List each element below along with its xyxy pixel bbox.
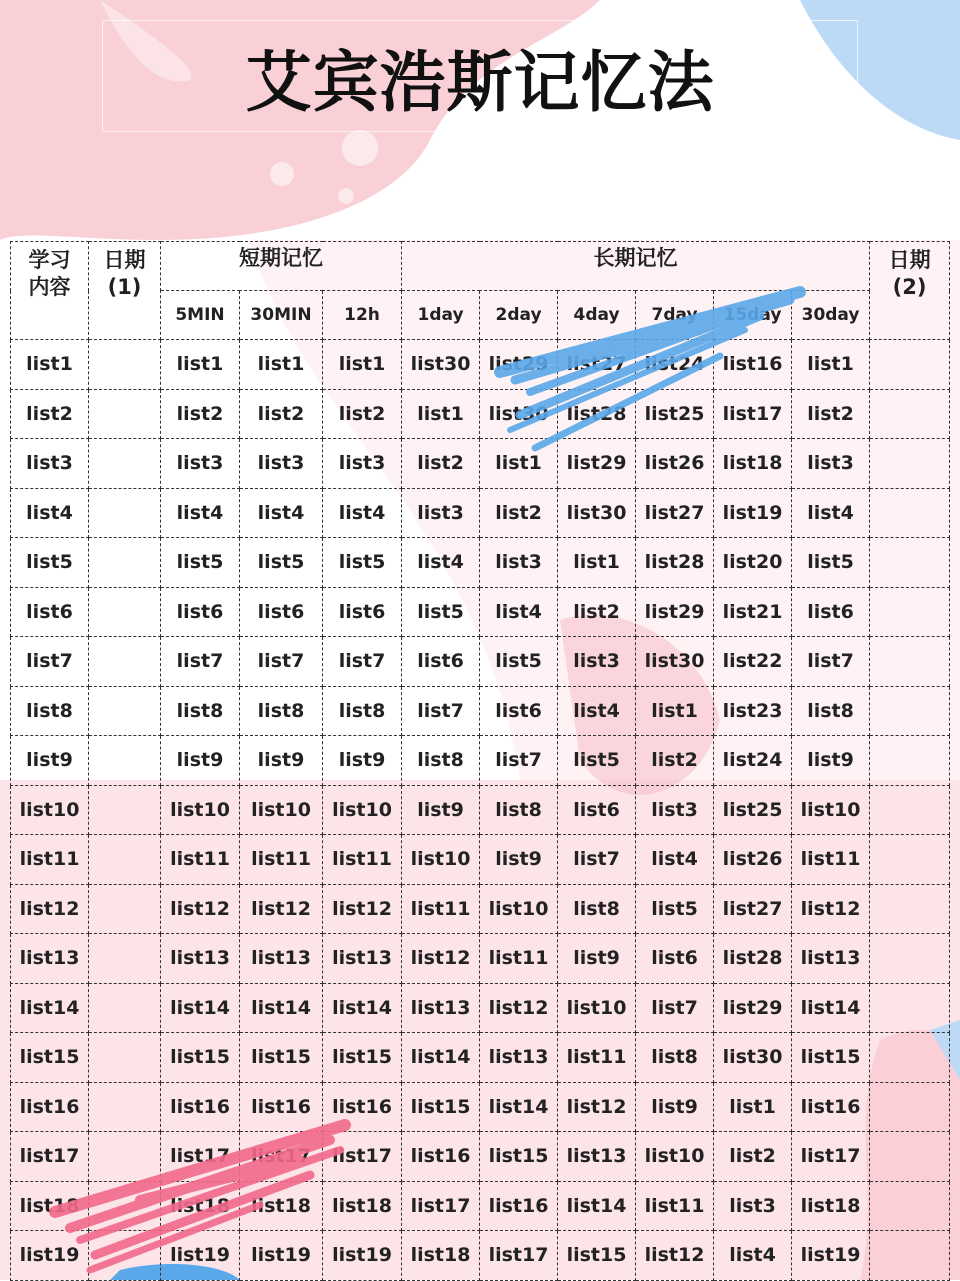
long-term-cell: list7: [636, 983, 714, 1033]
long-term-cell: list15: [792, 1033, 870, 1083]
short-term-cell: list9: [161, 736, 240, 786]
long-term-cell: list22: [714, 637, 792, 687]
short-term-cell: list10: [323, 785, 402, 835]
study-content-cell: list10: [11, 785, 89, 835]
long-term-cell: list5: [558, 736, 636, 786]
long-term-cell: list5: [636, 884, 714, 934]
long-term-cell: list8: [558, 884, 636, 934]
long-term-cell: list7: [480, 736, 558, 786]
table-body: [11, 340, 950, 1281]
table-row: [11, 686, 950, 736]
short-term-cell: list1: [161, 340, 240, 390]
title-frame: [102, 20, 858, 132]
header-interval: 1day: [402, 291, 480, 340]
short-term-cell: list18: [323, 1181, 402, 1231]
table-row: [11, 1231, 950, 1281]
header-interval: 7day: [636, 291, 714, 340]
long-term-cell: list9: [558, 934, 636, 984]
date-2-cell: [870, 389, 950, 439]
table-row: [11, 488, 950, 538]
table-row: [11, 439, 950, 489]
long-term-cell: list1: [714, 1082, 792, 1132]
date-1-cell: [89, 587, 161, 637]
date-2-cell: [870, 587, 950, 637]
short-term-cell: list2: [161, 389, 240, 439]
long-term-cell: list10: [402, 835, 480, 885]
table-row: [11, 587, 950, 637]
long-term-cell: list17: [792, 1132, 870, 1182]
short-term-cell: list1: [323, 340, 402, 390]
long-term-cell: list5: [480, 637, 558, 687]
study-content-cell: list8: [11, 686, 89, 736]
long-term-cell: list2: [636, 736, 714, 786]
long-term-cell: list12: [636, 1231, 714, 1281]
long-term-cell: list29: [480, 340, 558, 390]
date-1-cell: [89, 835, 161, 885]
study-content-cell: list3: [11, 439, 89, 489]
short-term-cell: list5: [161, 538, 240, 588]
header-date-1: 日期 (1): [89, 242, 161, 340]
header-long-term: 长期记忆: [402, 242, 870, 291]
short-term-cell: list3: [161, 439, 240, 489]
short-term-cell: list7: [240, 637, 323, 687]
short-term-cell: list4: [323, 488, 402, 538]
long-term-cell: list30: [636, 637, 714, 687]
header-interval: 12h: [323, 291, 402, 340]
long-term-cell: list4: [402, 538, 480, 588]
long-term-cell: list12: [402, 934, 480, 984]
long-term-cell: list18: [402, 1231, 480, 1281]
table-row: [11, 835, 950, 885]
long-term-cell: list30: [480, 389, 558, 439]
study-content-cell: list15: [11, 1033, 89, 1083]
long-term-cell: list30: [402, 340, 480, 390]
long-term-cell: list9: [636, 1082, 714, 1132]
long-term-cell: list19: [792, 1231, 870, 1281]
table-row: [11, 389, 950, 439]
short-term-cell: list14: [161, 983, 240, 1033]
date-2-cell: [870, 538, 950, 588]
long-term-cell: list4: [480, 587, 558, 637]
date-1-cell: [89, 1181, 161, 1231]
long-term-cell: list28: [558, 389, 636, 439]
study-content-cell: list2: [11, 389, 89, 439]
long-term-cell: list4: [714, 1231, 792, 1281]
short-term-cell: list11: [240, 835, 323, 885]
table-row: [11, 934, 950, 984]
long-term-cell: list5: [402, 587, 480, 637]
table-row: [11, 1082, 950, 1132]
short-term-cell: list12: [161, 884, 240, 934]
short-term-cell: list4: [240, 488, 323, 538]
long-term-cell: list12: [558, 1082, 636, 1132]
long-term-cell: list1: [558, 538, 636, 588]
long-term-cell: list3: [558, 637, 636, 687]
table-row: [11, 884, 950, 934]
date-2-cell: [870, 686, 950, 736]
header-interval: 5MIN: [161, 291, 240, 340]
long-term-cell: list11: [792, 835, 870, 885]
short-term-cell: list15: [323, 1033, 402, 1083]
long-term-cell: list12: [792, 884, 870, 934]
long-term-cell: list14: [792, 983, 870, 1033]
short-term-cell: list13: [240, 934, 323, 984]
long-term-cell: list29: [558, 439, 636, 489]
study-content-cell: list16: [11, 1082, 89, 1132]
short-term-cell: list6: [240, 587, 323, 637]
short-term-cell: list17: [161, 1132, 240, 1182]
date-1-cell: [89, 439, 161, 489]
short-term-cell: list11: [323, 835, 402, 885]
short-term-cell: list16: [323, 1082, 402, 1132]
short-term-cell: list15: [161, 1033, 240, 1083]
long-term-cell: list15: [480, 1132, 558, 1182]
date-1-cell: [89, 389, 161, 439]
long-term-cell: list13: [480, 1033, 558, 1083]
table-row: [11, 1132, 950, 1182]
short-term-cell: list8: [161, 686, 240, 736]
header-interval: 2day: [480, 291, 558, 340]
long-term-cell: list17: [480, 1231, 558, 1281]
long-term-cell: list29: [636, 587, 714, 637]
long-term-cell: list10: [792, 785, 870, 835]
date-2-cell: [870, 340, 950, 390]
short-term-cell: list11: [161, 835, 240, 885]
long-term-cell: list1: [402, 389, 480, 439]
table-row: [11, 983, 950, 1033]
date-1-cell: [89, 884, 161, 934]
long-term-cell: list25: [636, 389, 714, 439]
date-1-cell: [89, 340, 161, 390]
short-term-cell: list10: [161, 785, 240, 835]
long-term-cell: list7: [792, 637, 870, 687]
study-content-cell: list7: [11, 637, 89, 687]
long-term-cell: list17: [402, 1181, 480, 1231]
short-term-cell: list12: [323, 884, 402, 934]
study-content-cell: list11: [11, 835, 89, 885]
long-term-cell: list26: [714, 835, 792, 885]
date-1-cell: [89, 637, 161, 687]
table-row: [11, 1033, 950, 1083]
short-term-cell: list7: [161, 637, 240, 687]
long-term-cell: list13: [558, 1132, 636, 1182]
long-term-cell: list9: [792, 736, 870, 786]
date-2-cell: [870, 1033, 950, 1083]
long-term-cell: list18: [792, 1181, 870, 1231]
table-row: [11, 340, 950, 390]
date-2-cell: [870, 439, 950, 489]
short-term-cell: list18: [240, 1181, 323, 1231]
study-content-cell: list13: [11, 934, 89, 984]
date-2-cell: [870, 785, 950, 835]
long-term-cell: list14: [402, 1033, 480, 1083]
date-1-cell: [89, 538, 161, 588]
long-term-cell: list6: [636, 934, 714, 984]
long-term-cell: list12: [480, 983, 558, 1033]
study-content-cell: list1: [11, 340, 89, 390]
long-term-cell: list1: [792, 340, 870, 390]
short-term-cell: list13: [323, 934, 402, 984]
long-term-cell: list29: [714, 983, 792, 1033]
long-term-cell: list2: [402, 439, 480, 489]
long-term-cell: list7: [558, 835, 636, 885]
short-term-cell: list6: [161, 587, 240, 637]
long-term-cell: list3: [402, 488, 480, 538]
short-term-cell: list3: [323, 439, 402, 489]
header-study-content: 学习 内容: [11, 242, 89, 340]
short-term-cell: list8: [240, 686, 323, 736]
date-2-cell: [870, 637, 950, 687]
long-term-cell: list8: [792, 686, 870, 736]
long-term-cell: list16: [792, 1082, 870, 1132]
long-term-cell: list9: [402, 785, 480, 835]
long-term-cell: list10: [558, 983, 636, 1033]
long-term-cell: list16: [402, 1132, 480, 1182]
long-term-cell: list13: [792, 934, 870, 984]
long-term-cell: list14: [558, 1181, 636, 1231]
long-term-cell: list2: [480, 488, 558, 538]
long-term-cell: list18: [714, 439, 792, 489]
long-term-cell: list11: [558, 1033, 636, 1083]
short-term-cell: list14: [240, 983, 323, 1033]
short-term-cell: list13: [161, 934, 240, 984]
table-row: [11, 637, 950, 687]
long-term-cell: list11: [402, 884, 480, 934]
date-2-cell: [870, 983, 950, 1033]
short-term-cell: list15: [240, 1033, 323, 1083]
long-term-cell: list8: [402, 736, 480, 786]
date-2-cell: [870, 1231, 950, 1281]
long-term-cell: list8: [480, 785, 558, 835]
long-term-cell: list10: [636, 1132, 714, 1182]
short-term-cell: list5: [240, 538, 323, 588]
long-term-cell: list1: [480, 439, 558, 489]
short-term-cell: list19: [323, 1231, 402, 1281]
date-1-cell: [89, 983, 161, 1033]
date-1-cell: [89, 488, 161, 538]
long-term-cell: list24: [714, 736, 792, 786]
short-term-cell: list8: [323, 686, 402, 736]
long-term-cell: list3: [636, 785, 714, 835]
long-term-cell: list17: [714, 389, 792, 439]
long-term-cell: list19: [714, 488, 792, 538]
long-term-cell: list27: [558, 340, 636, 390]
header-date-2: 日期 (2): [870, 242, 950, 340]
short-term-cell: list17: [240, 1132, 323, 1182]
long-term-cell: list24: [636, 340, 714, 390]
long-term-cell: list4: [792, 488, 870, 538]
long-term-cell: list2: [792, 389, 870, 439]
long-term-cell: list7: [402, 686, 480, 736]
long-term-cell: list1: [636, 686, 714, 736]
date-2-cell: [870, 934, 950, 984]
long-term-cell: list27: [636, 488, 714, 538]
long-term-cell: list15: [402, 1082, 480, 1132]
long-term-cell: list10: [480, 884, 558, 934]
long-term-cell: list26: [636, 439, 714, 489]
long-term-cell: list9: [480, 835, 558, 885]
date-2-cell: [870, 1082, 950, 1132]
short-term-cell: list2: [240, 389, 323, 439]
date-1-cell: [89, 736, 161, 786]
long-term-cell: list4: [558, 686, 636, 736]
date-1-cell: [89, 934, 161, 984]
long-term-cell: list20: [714, 538, 792, 588]
date-1-cell: [89, 1132, 161, 1182]
short-term-cell: list16: [161, 1082, 240, 1132]
long-term-cell: list3: [714, 1181, 792, 1231]
long-term-cell: list25: [714, 785, 792, 835]
short-term-cell: list19: [240, 1231, 323, 1281]
long-term-cell: list30: [558, 488, 636, 538]
long-term-cell: list3: [792, 439, 870, 489]
study-content-cell: list12: [11, 884, 89, 934]
date-1-cell: [89, 1231, 161, 1281]
long-term-cell: list23: [714, 686, 792, 736]
table-row: [11, 785, 950, 835]
short-term-cell: list1: [240, 340, 323, 390]
short-term-cell: list12: [240, 884, 323, 934]
header-interval: 30MIN: [240, 291, 323, 340]
long-term-cell: list6: [558, 785, 636, 835]
long-term-cell: list4: [636, 835, 714, 885]
header-short-term: 短期记忆: [161, 242, 402, 291]
long-term-cell: list28: [636, 538, 714, 588]
table-row: [11, 736, 950, 786]
long-term-cell: list13: [402, 983, 480, 1033]
short-term-cell: list2: [323, 389, 402, 439]
long-term-cell: list11: [636, 1181, 714, 1231]
long-term-cell: list2: [714, 1132, 792, 1182]
long-term-cell: list8: [636, 1033, 714, 1083]
date-1-cell: [89, 1033, 161, 1083]
date-2-cell: [870, 884, 950, 934]
long-term-cell: list6: [792, 587, 870, 637]
long-term-cell: list11: [480, 934, 558, 984]
long-term-cell: list30: [714, 1033, 792, 1083]
date-1-cell: [89, 785, 161, 835]
long-term-cell: list21: [714, 587, 792, 637]
study-content-cell: list18: [11, 1181, 89, 1231]
long-term-cell: list15: [558, 1231, 636, 1281]
date-2-cell: [870, 835, 950, 885]
date-1-cell: [89, 686, 161, 736]
study-content-cell: list5: [11, 538, 89, 588]
long-term-cell: list5: [792, 538, 870, 588]
header-interval: 30day: [792, 291, 870, 340]
study-content-cell: list14: [11, 983, 89, 1033]
date-2-cell: [870, 1132, 950, 1182]
study-content-cell: list6: [11, 587, 89, 637]
study-content-cell: list4: [11, 488, 89, 538]
study-content-cell: list19: [11, 1231, 89, 1281]
short-term-cell: list5: [323, 538, 402, 588]
short-term-cell: list18: [161, 1181, 240, 1231]
long-term-cell: list27: [714, 884, 792, 934]
short-term-cell: list6: [323, 587, 402, 637]
short-term-cell: list7: [323, 637, 402, 687]
short-term-cell: list4: [161, 488, 240, 538]
study-content-cell: list17: [11, 1132, 89, 1182]
date-2-cell: [870, 736, 950, 786]
long-term-cell: list3: [480, 538, 558, 588]
long-term-cell: list2: [558, 587, 636, 637]
short-term-cell: list3: [240, 439, 323, 489]
short-term-cell: list9: [240, 736, 323, 786]
date-2-cell: [870, 1181, 950, 1231]
header-interval: 15day: [714, 291, 792, 340]
table-row: [11, 538, 950, 588]
short-term-cell: list19: [161, 1231, 240, 1281]
short-term-cell: list17: [323, 1132, 402, 1182]
header-interval: 4day: [558, 291, 636, 340]
long-term-cell: list14: [480, 1082, 558, 1132]
long-term-cell: list16: [714, 340, 792, 390]
short-term-cell: list10: [240, 785, 323, 835]
table-row: [11, 1181, 950, 1231]
long-term-cell: list6: [480, 686, 558, 736]
date-1-cell: [89, 1082, 161, 1132]
date-2-cell: [870, 488, 950, 538]
long-term-cell: list28: [714, 934, 792, 984]
long-term-cell: list16: [480, 1181, 558, 1231]
long-term-cell: list6: [402, 637, 480, 687]
short-term-cell: list16: [240, 1082, 323, 1132]
short-term-cell: list14: [323, 983, 402, 1033]
header-row-main: [11, 242, 950, 291]
study-content-cell: list9: [11, 736, 89, 786]
memory-schedule-table: [10, 241, 950, 1281]
page-title: 艾宾浩斯记忆法: [245, 43, 715, 121]
short-term-cell: list9: [323, 736, 402, 786]
